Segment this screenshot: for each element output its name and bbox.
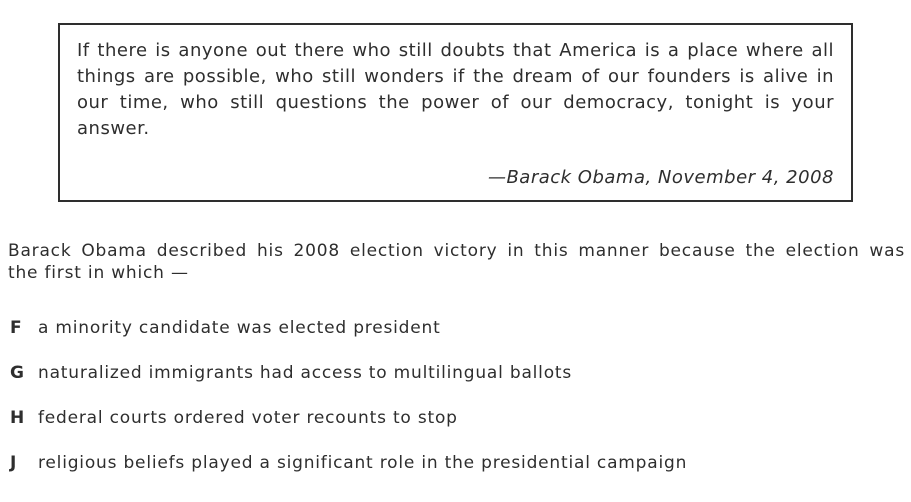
question-stem [8, 240, 905, 284]
option-g-text: naturalized immigrants had access to multilingual ballots [38, 363, 573, 383]
option-g-letter: G [10, 363, 25, 383]
option-h-text: federal courts ordered voter recounts to stop [38, 408, 458, 428]
option-f-text: a minority candidate was elected president [38, 318, 441, 338]
quote-line-4: answer. [77, 118, 150, 139]
option-h [10, 408, 900, 428]
option-h-letter: H [10, 408, 26, 428]
option-f-letter: F [10, 318, 23, 338]
answer-options [10, 318, 900, 498]
quote-line-3: our time, who still questions the power of our democracy, tonight is your [77, 92, 834, 113]
quote-attribution: —Barack Obama, November 4, 2008 [487, 167, 834, 188]
quote-line-1: If there is anyone out there who still doubts that America is a place where all [77, 40, 834, 61]
option-j [10, 453, 900, 473]
question-line-1: Barack Obama described his 2008 election victory in this manner because the election was [8, 241, 905, 261]
option-f [10, 318, 900, 338]
option-g [10, 363, 900, 383]
option-j-letter: J [10, 453, 18, 473]
quote-line-2: things are possible, who still wonders if the dream of our founders is alive in [77, 66, 834, 87]
question-line-2: the first in which — [8, 263, 189, 283]
option-j-text: religious beliefs played a significant role in the presidential campaign [38, 453, 688, 473]
quote-box [58, 23, 853, 202]
